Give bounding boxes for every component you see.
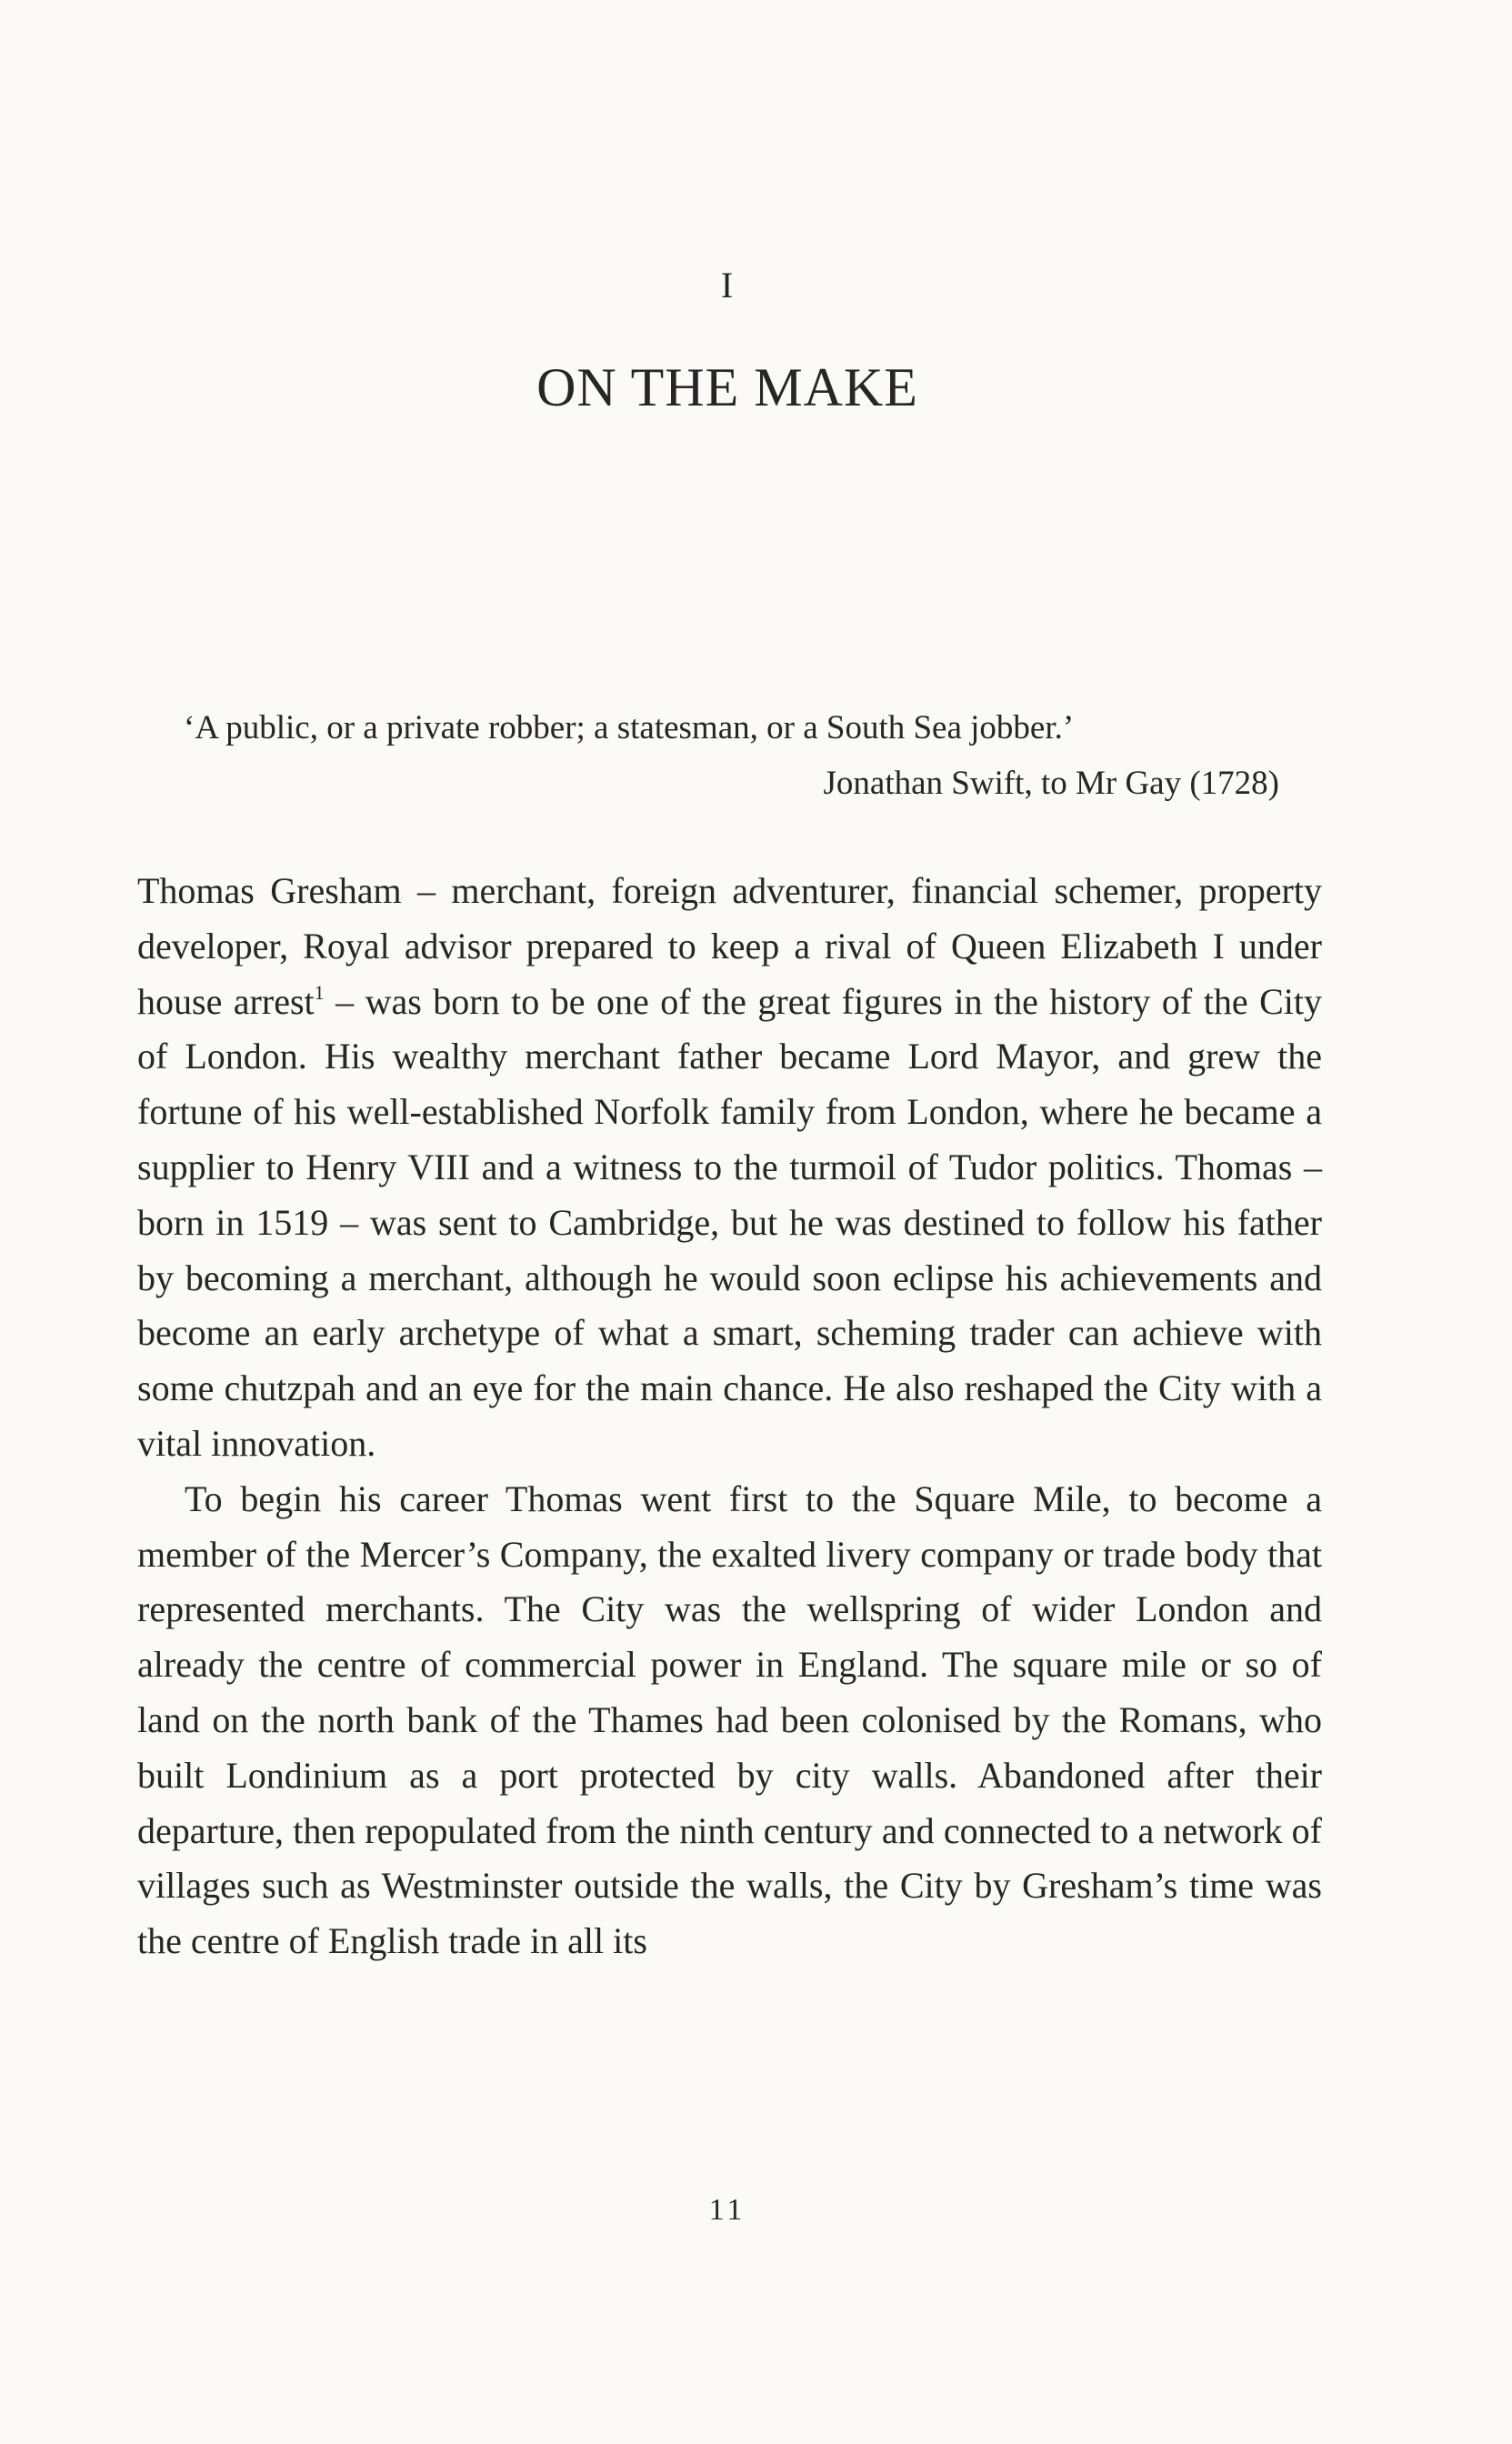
epigraph-attribution: Jonathan Swift, to Mr Gay (1728) xyxy=(823,765,1279,802)
epigraph xyxy=(184,700,1279,811)
paragraph-1 xyxy=(137,864,1322,1472)
epigraph-quote: ‘A public, or a private robber; a statesman, or a South Sea jobber.’ xyxy=(184,709,1075,746)
page-number: 11 xyxy=(708,2193,746,2227)
body-text xyxy=(137,864,1322,1969)
chapter-title: ON THE MAKE xyxy=(536,357,918,417)
footnote-reference: 1 xyxy=(314,980,325,1004)
paragraph-1-text-a: Thomas Gresham – merchant, foreign adventurer, financial schemer, property developer, Royal advisor prepared to keep a rival of Queen Elizabeth I under house arrest xyxy=(137,870,1322,1022)
paragraph-1-text-b: – was born to be one of the great figures in the history of the City of London. His wealthy merchant father became Lord Mayor, and grew the fortune of his well-established Norfolk family from London, where he became a supplier to Henry VIII and a witness to the turmoil of Tudor politics. Thomas – born in 1519 – was sent to Cambridge, but he was destined to follow his father by becoming a merchant, although he would soon eclipse his achievements and become an early archetype of what a smart, scheming trader can achieve with some chutzpah and an eye for the main chance. He also reshaped the City with a vital innovation. xyxy=(137,980,1322,1464)
chapter-number: I xyxy=(720,265,735,306)
paragraph-2: To begin his career Thomas went first to the Square Mile, to become a member of the Mercer’s Company, the exalted livery company or trade body that represented merchants. The City was the wellspring of wider London and already the centre of commercial power in England. The square mile or so of land on the north bank of the Thames had been colonised by the Romans, who built Londinium as a port protected by city walls. Abandoned after their departure, then repopulated from the ninth century and connected to a network of villages such as Westminster outside the walls, the City by Gresham’s time was the centre of English trade in all its xyxy=(137,1477,1322,1962)
